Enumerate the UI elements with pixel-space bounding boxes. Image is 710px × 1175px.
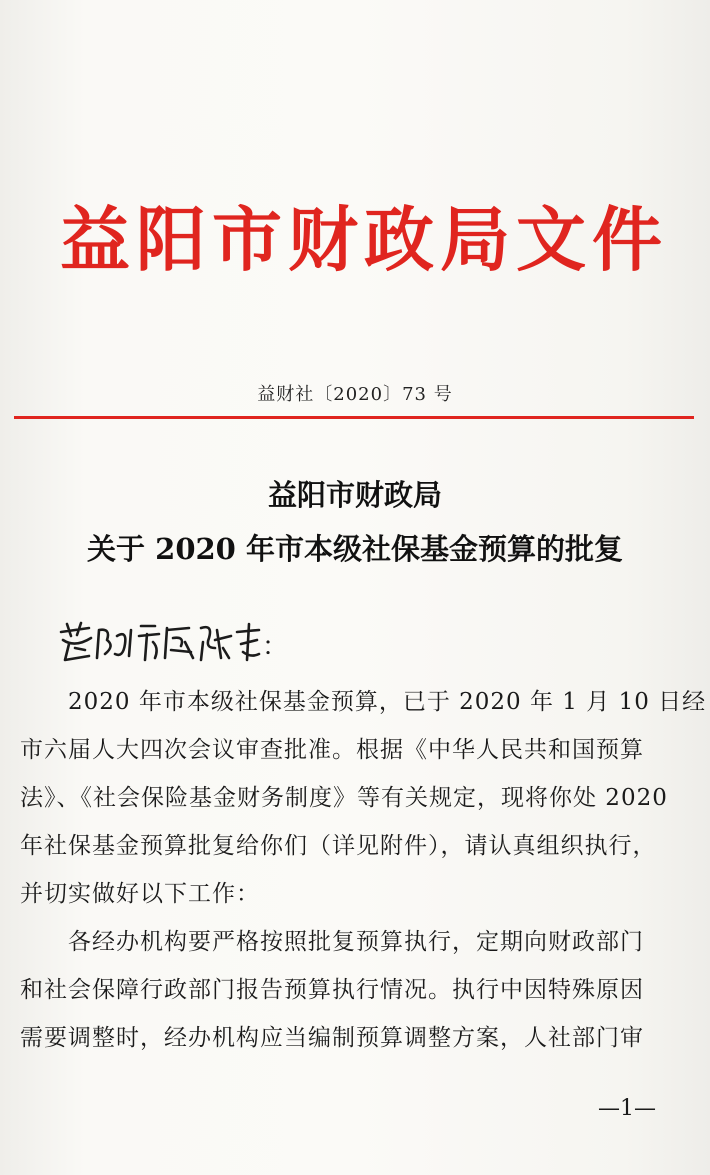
paragraph-line: 并切实做好以下工作： <box>20 881 260 907</box>
paragraph-line: 需要调整时，经办机构应当编制预算调整方案，人社部门审 <box>20 1025 644 1051</box>
paragraph-line: 年社保基金预算批复给你们（详见附件），请认真组织执行， <box>20 833 657 859</box>
salutation-handwritten <box>55 618 355 666</box>
handwritten-signature-icon <box>55 618 265 666</box>
salutation-colon: ： <box>262 632 289 662</box>
paragraph-line: 2020 年市本级社保基金预算，已于 2020 年 1 月 10 日经 <box>20 689 707 715</box>
paragraph-line: 各经办机构要严格按照批复预算执行，定期向财政部门 <box>20 929 644 955</box>
subject-line-issuer: 益阳市财政局 <box>267 478 442 512</box>
body-paragraph-2 <box>20 918 644 1062</box>
paragraph-line: 市六届人大四次会议审查批准。根据《中华人民共和国预算 <box>20 737 644 763</box>
paragraph-line: 法》、《社会保险基金财务制度》等有关规定，现将你处 2020 <box>20 785 668 811</box>
body-paragraph-1 <box>20 678 706 918</box>
subject-line-title: 关于 2020 年市本级社保基金预算的批复 <box>87 532 623 566</box>
page-number: —1— <box>598 1096 656 1121</box>
document-number: 益财社〔2020〕73 号 <box>257 384 453 405</box>
paragraph-line: 和社会保障行政部门报告预算执行情况。执行中因特殊原因 <box>20 977 644 1003</box>
red-divider-line <box>14 416 694 419</box>
document-header-title: 益阳市财政局文件 <box>60 199 668 281</box>
